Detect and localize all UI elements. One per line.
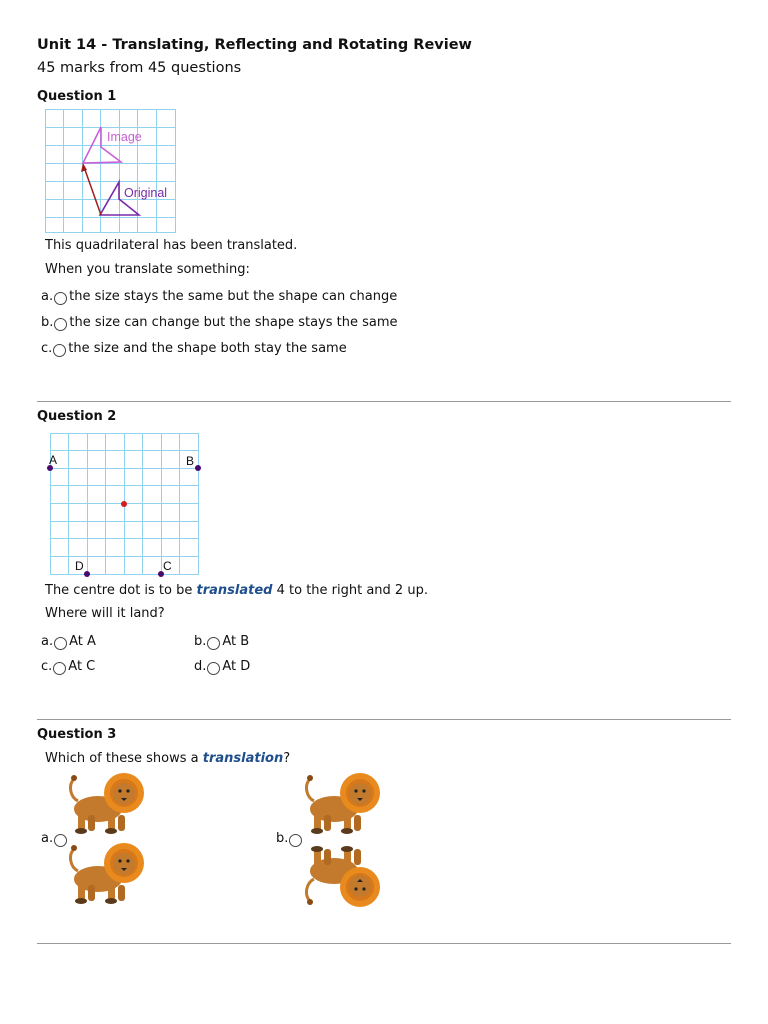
- translation-term: translation: [202, 751, 284, 766]
- q3-option-a[interactable]: [41, 831, 69, 846]
- q3-prompt: Which of these shows a translation?: [45, 751, 291, 766]
- page-subtitle: 45 marks from 45 questions: [37, 60, 242, 76]
- option-letter: b.: [276, 831, 289, 846]
- q2-option-a[interactable]: [41, 634, 96, 649]
- option-letter: c.: [41, 341, 53, 356]
- q1-option-b-radio[interactable]: [54, 318, 67, 331]
- q2-option-a-radio[interactable]: [54, 637, 67, 650]
- q1-prompt: When you translate something:: [45, 262, 250, 277]
- q1-option-c[interactable]: [41, 341, 347, 356]
- option-letter: b.: [194, 634, 207, 649]
- q2-option-b-radio[interactable]: [207, 637, 220, 650]
- q1-option-c-radio[interactable]: [53, 344, 66, 357]
- q2-prompt: Where will it land?: [45, 606, 165, 621]
- centre-dot: [121, 501, 127, 507]
- translated-term: translated: [196, 583, 273, 598]
- page-title: Unit 14 - Translating, Reflecting and Rotating Review: [37, 37, 472, 53]
- q1-option-b[interactable]: [41, 315, 398, 330]
- q1-option-a-radio[interactable]: [54, 292, 67, 305]
- arrow-head: [81, 163, 87, 172]
- q2-option-d[interactable]: [194, 659, 250, 674]
- translation-arrow: [84, 167, 101, 215]
- q2-option-c-radio[interactable]: [53, 662, 66, 675]
- q1-statement: This quadrilateral has been translated.: [45, 238, 298, 253]
- option-letter: a.: [41, 634, 54, 649]
- option-text: the size and the shape both stay the same: [68, 341, 347, 356]
- q2-option-c[interactable]: [41, 659, 95, 674]
- lion-a-top-image: [66, 773, 150, 837]
- q3-option-a-radio[interactable]: [54, 834, 67, 847]
- question-1-heading: Question 1: [37, 89, 117, 104]
- point-b-dot: [195, 465, 201, 471]
- q2-statement: The centre dot is to be translated 4 to the right and 2 up.: [45, 583, 428, 598]
- option-text: the size stays the same but the shape can change: [69, 289, 398, 304]
- option-text: At D: [222, 659, 251, 674]
- option-letter: a.: [41, 289, 54, 304]
- original-label: Original: [124, 186, 168, 200]
- q2-grid-figure: [43, 428, 205, 580]
- label-c: C: [163, 559, 172, 573]
- option-text: At B: [222, 634, 250, 649]
- option-text: the size can change but the shape stays the same: [69, 315, 398, 330]
- q2-option-d-radio[interactable]: [207, 662, 220, 675]
- option-letter: a.: [41, 831, 54, 846]
- q1-translation-figure: [45, 109, 177, 234]
- point-d-dot: [84, 571, 90, 577]
- q2-option-b[interactable]: [194, 634, 249, 649]
- option-letter: c.: [41, 659, 53, 674]
- lion-a-bottom-image: [66, 843, 150, 907]
- q3-option-b-radio[interactable]: [289, 834, 302, 847]
- option-text: At A: [69, 634, 96, 649]
- lion-b-bottom-image-upside-down: [302, 843, 386, 907]
- image-label: Image: [107, 130, 142, 144]
- q1-option-a[interactable]: [41, 289, 397, 304]
- question-3-heading: Question 3: [37, 727, 117, 742]
- option-text: At C: [68, 659, 96, 674]
- label-d: D: [75, 559, 84, 573]
- question-2-heading: Question 2: [37, 409, 117, 424]
- lion-b-top-image: [302, 773, 386, 837]
- option-letter: d.: [194, 659, 207, 674]
- option-letter: b.: [41, 315, 54, 330]
- divider: [37, 401, 731, 402]
- divider: [37, 719, 731, 720]
- divider: [37, 943, 731, 944]
- label-a: A: [49, 453, 58, 467]
- q3-option-b[interactable]: [276, 831, 304, 846]
- label-b: B: [186, 454, 195, 468]
